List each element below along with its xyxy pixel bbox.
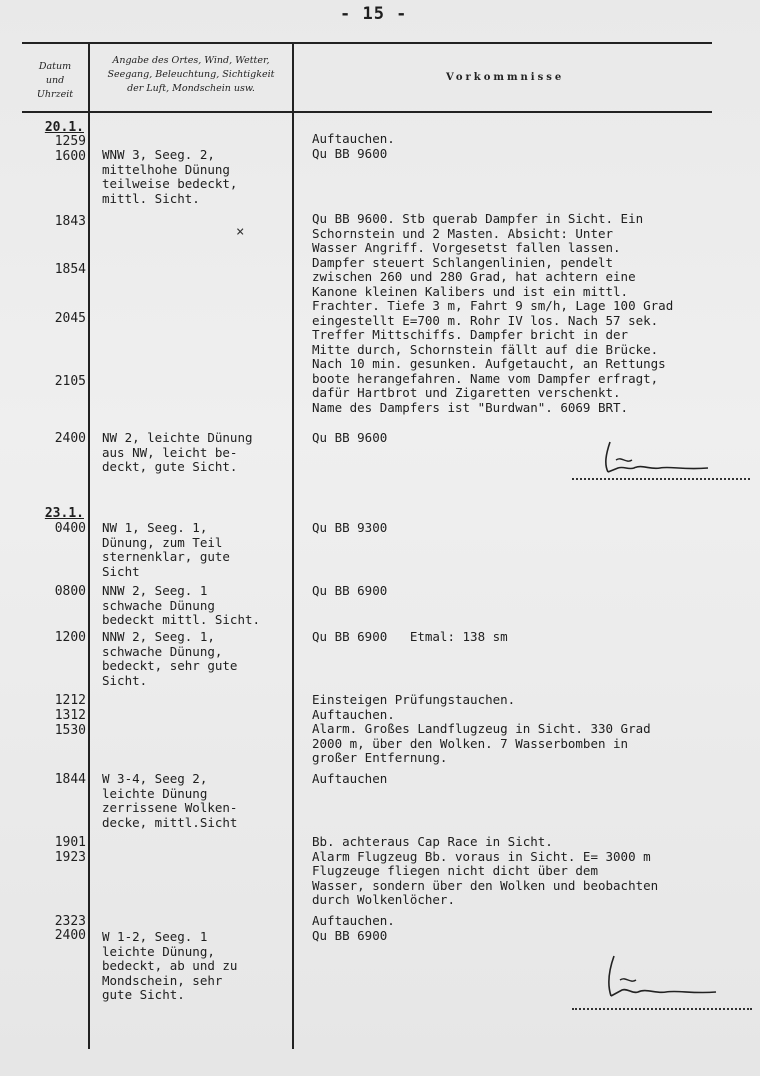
entry-time: 1854 [54,262,86,277]
entry-conditions: WNW 3, Seeg. 2, mittelhohe Dünung teilweise bedeckt, mittl. Sicht. [102,147,238,206]
entry-time: 1530 [54,723,86,738]
entry-23-1-0400 [0,506,760,581]
entry-events: Auftauchen [312,771,388,786]
signature-dotted-line [572,478,750,480]
entry-time: 2400 [54,431,86,446]
commander-signature [598,440,718,476]
entry-time: 2400 [54,928,86,943]
entry-time: 1844 [54,772,86,787]
entry-conditions: NW 1, Seeg. 1, Dünung, zum Teil sternenklar, gute Sicht [102,520,230,579]
entry-events: Qu BB 6900 [312,583,388,598]
entry-time: 0800 [54,584,86,599]
entry-conditions: NNW 2, Seeg. 1 schwache Dünung bedeckt mittl. Sicht. [102,583,261,627]
entry-date: 23.1. [44,506,84,521]
entry-time: 1312 [54,708,86,723]
entry-date: 20.1. [44,120,84,135]
header-conditions-column [92,54,290,96]
entry-time: 2323 [54,914,86,929]
entry-time: 1843 [54,214,86,229]
entry-conditions: NNW 2, Seeg. 1, schwache Dünung, bedeckt, sehr gute Sicht. [102,629,238,688]
entry-conditions: W 1-2, Seeg. 1 leichte Dünung, bedeckt, ab und zu Mondschein, sehr gute Sicht. [102,929,238,1002]
entry-23-1-1200 [0,630,760,690]
entry-23-1-0800 [0,584,760,630]
entry-events: Auftauchen. Qu BB 9600 [312,131,395,161]
entry-20-1-morning [0,120,760,210]
signature-dotted-line [572,1008,752,1010]
top-rule [22,42,712,44]
header-date-line-2: und [45,75,65,86]
header-date-line-1: Datum [38,61,72,72]
entry-events: Qu BB 9600 [312,430,388,445]
header-conditions-line-3: der Luft, Mondschein usw. [127,83,255,94]
entry-time: 1901 [54,835,86,850]
header-conditions-line-1: Angabe des Ortes, Wind, Wetter, [112,55,270,66]
entry-time: 1600 [54,149,86,164]
entry-time: 0400 [54,521,86,536]
entry-20-1-attack [0,212,760,430]
header-events-column: Vorkommnisse [446,72,565,83]
entry-events: Auftauchen. Qu BB 6900 [312,913,395,943]
commander-signature [600,952,724,1002]
entry-events: Einsteigen Prüfungstauchen. Auftauchen. Alarm. Großes Landflugzeug in Sicht. 330 Grad 2000 m, über den Wolken. 7 Wasserbomben in großer Entfernung. [312,692,651,765]
entry-23-1-alarm [0,693,760,768]
page-number: - 15 - [340,4,408,24]
entry-time: 1212 [54,693,86,708]
entry-23-1-1844 [0,772,760,834]
header-bottom-rule [22,111,712,113]
pen-mark: × [236,224,245,240]
entry-conditions: W 3-4, Seeg 2, leichte Dünung zerrissene Wolken- decke, mittl.Sicht [102,771,238,830]
entry-events: Bb. achteraus Cap Race in Sicht. Alarm Flugzeug Bb. voraus in Sicht. E= 3000 m Flugzeuge fliegen nicht dicht über dem Wasser, sondern über den Wolken und beobachten durch Wolkenlöcher. [312,834,659,907]
entry-events: Qu BB 9300 [312,520,388,535]
entry-23-1-cap-race [0,835,760,910]
entry-events: Qu BB 9600. Stb querab Dampfer in Sicht. Ein Schornstein und 2 Masten. Absicht: Unter Wasser Angriff. Vorgesetst fallen lassen. Dampfer steuert Schlangenlinien, pendelt zwischen 260 und 280 Grad, hat achtern eine Kanone kleinen Kalibers und ist ein mittl. Frachter. Tiefe 3 m, Fahrt 9 sm/h, Lage 100 Grad eingestellt E=700 m. Rohr IV los. Nach 57 sek. Treffer Mittschiffs. Dampfer bricht in der Mitte durch, Schornstein fällt auf die Brücke. Nach 10 min. gesunken. Aufgetaucht, an Rettungs boote herangefahren. Name vom Dampfer erfragt, dafür Hartbrot und Zigaretten verschenkt. Name des Dampfers ist "Burdwan". 6069 BRT. [312,211,674,415]
header-date-column [24,60,86,102]
entry-time: 1923 [54,850,86,865]
entry-time: 1259 [54,134,86,149]
header-date-line-3: Uhrzeit [36,89,74,100]
header-conditions-line-2: Seegang, Beleuchtung, Sichtigkeit [107,69,275,80]
entry-conditions: NW 2, leichte Dünung aus NW, leicht be- deckt, gute Sicht. [102,430,253,474]
entry-time: 1200 [54,630,86,645]
entry-time: 2045 [54,311,86,326]
entry-events: Qu BB 6900 Etmal: 138 sm [312,629,508,644]
entry-time: 2105 [54,374,86,389]
